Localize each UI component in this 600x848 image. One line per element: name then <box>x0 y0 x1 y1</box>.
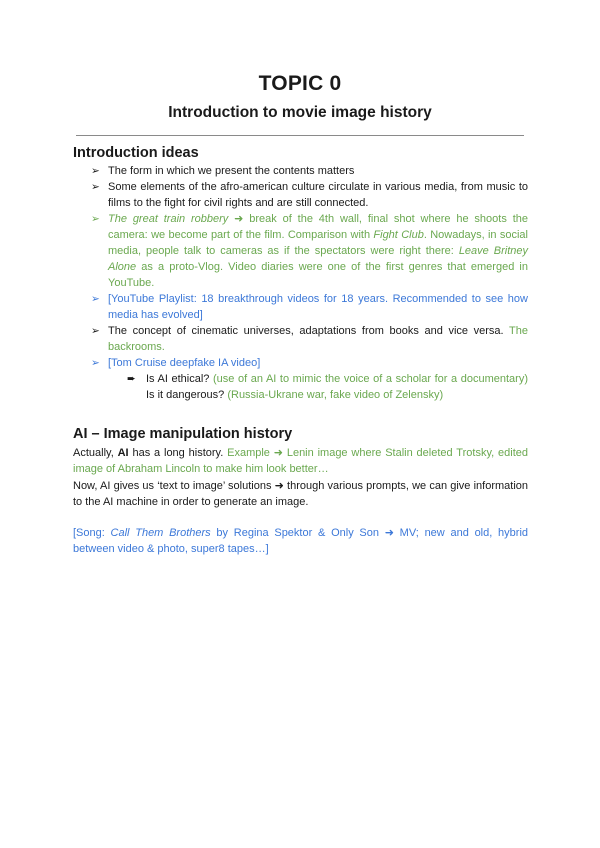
bold-term: AI <box>117 447 129 459</box>
title-divider <box>76 135 524 136</box>
sub-arrow-bullet-icon: ➨ <box>127 373 136 385</box>
film-title: The great train robbery <box>108 213 229 225</box>
sub-list <box>126 371 528 403</box>
arrow-bullet-icon: ➢ <box>91 325 100 337</box>
page-title: TOPIC 0 <box>258 72 342 95</box>
list-item-note: The backrooms. <box>108 325 528 353</box>
list-item-text: Is AI ethical? <box>146 373 210 385</box>
list-item-text: The form in which we present the contents matters <box>108 165 355 177</box>
paragraph-text: has a long history. <box>128 447 224 459</box>
list-item-note: (use of an AI to mimic the voice of a scholar for a documentary) <box>209 373 528 385</box>
list-item-text: as a proto-Vlog. Video diaries were one of the first genres that emerged in YouTube. <box>108 261 528 289</box>
introduction-list <box>90 163 528 403</box>
list-item <box>90 163 528 179</box>
section-heading-introduction: Introduction ideas <box>73 145 199 161</box>
paragraph-example: Example ➜ Lenin image where Stalin deleted Trotsky, edited image of Abraham Lincoln to make him look better… <box>73 447 529 475</box>
arrow-bullet-icon: ➢ <box>91 357 100 369</box>
section-heading-ai-image-manipulation: AI – Image manipulation history <box>73 426 293 442</box>
list-item <box>90 211 528 291</box>
list-item <box>90 291 528 323</box>
paragraph-ai-history <box>73 445 528 477</box>
song-title: Call Them Brothers <box>110 527 211 539</box>
arrow-bullet-icon: ➢ <box>91 213 100 225</box>
paragraph-text: [Song: <box>73 527 111 539</box>
list-item <box>90 355 528 403</box>
video-title: Leave Britney Alone <box>108 245 528 273</box>
arrow-bullet-icon: ➢ <box>91 165 100 177</box>
list-item <box>90 179 528 211</box>
list-item-text: . Nowadays, in social media, people talk to cameras as if the spectators were right there: <box>108 229 528 257</box>
paragraph-text-to-image: Now, AI gives us ‘text to image’ solutions ➜ through various prompts, we can give information to the AI machine in order to generate an image. <box>73 480 528 508</box>
list-item-text: Some elements of the afro-american culture circulate in various media, from music to films to the fight for civil rights and are still connected. <box>108 181 528 209</box>
list-item-text: Is it dangerous? <box>146 389 225 401</box>
list-item-text: [YouTube Playlist: 18 breakthrough videos for 18 years. Recommended to see how media has evolved] <box>108 293 528 321</box>
list-item-note: (Russia-Ukrane war, fake video of Zelensky) <box>224 389 444 401</box>
sub-list-item <box>126 371 528 403</box>
arrow-bullet-icon: ➢ <box>91 181 100 193</box>
page-subtitle: Introduction to movie image history <box>168 104 432 121</box>
paragraph-text: Actually, <box>73 447 118 459</box>
paragraph-text: by Regina Spektor & Only Son ➜ MV; new and old, hybrid between video & photo, super8 tapes…] <box>73 527 529 555</box>
list-item <box>90 323 528 355</box>
arrow-bullet-icon: ➢ <box>91 293 100 305</box>
paragraph-song-note <box>73 525 528 557</box>
list-item-text: The concept of cinematic universes, adaptations from books and vice versa. <box>108 325 504 337</box>
film-title: Fight Club <box>373 229 424 241</box>
list-item-text: ➜ break of the 4th wall, final shot where he shoots the camera: we become part of the film. Comparison with <box>108 213 528 241</box>
list-item-text: [Tom Cruise deepfake IA video] <box>108 357 261 369</box>
